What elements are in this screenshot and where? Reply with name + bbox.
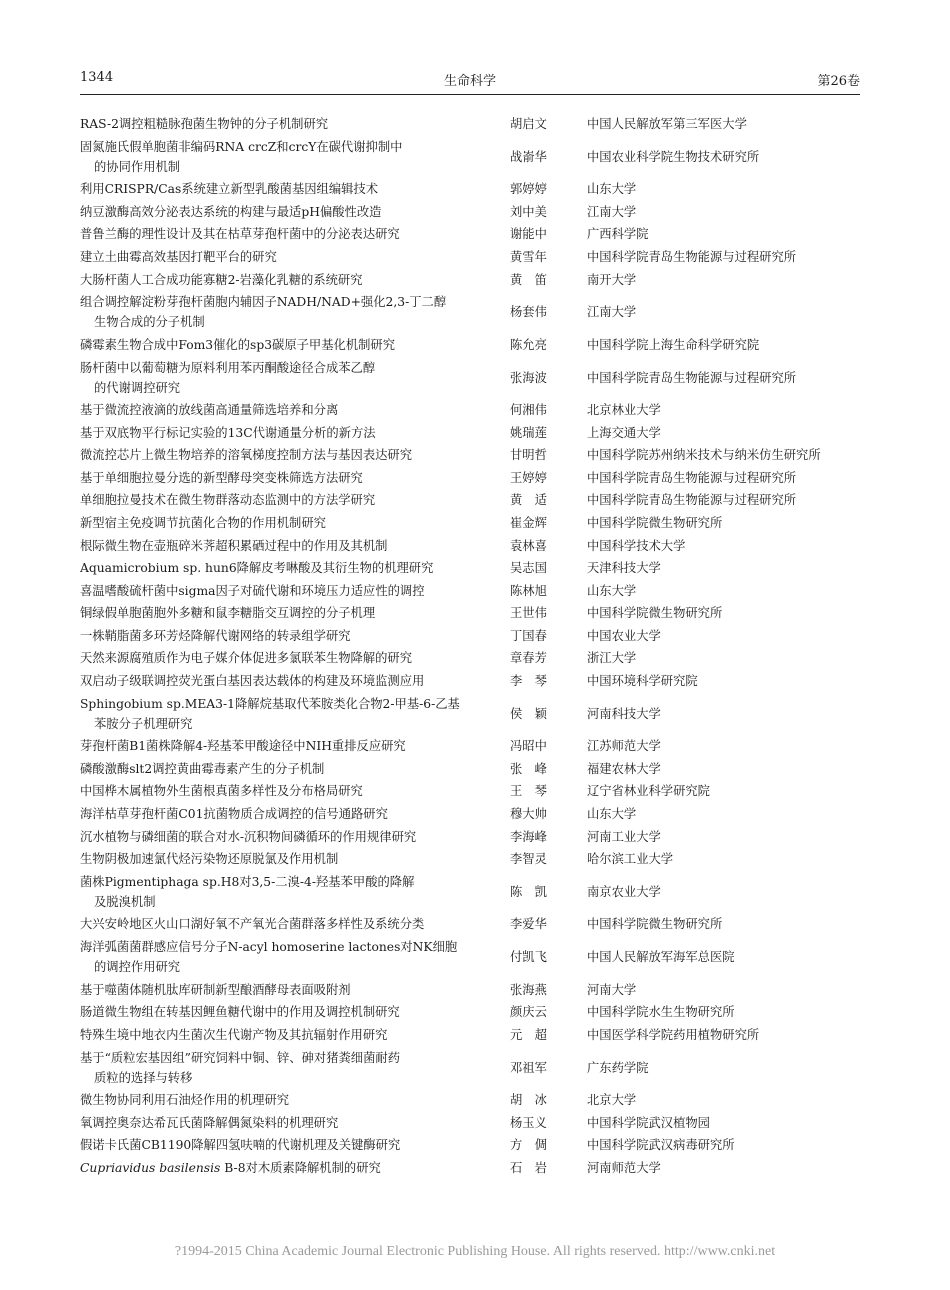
institution: 中国农业大学 — [587, 628, 661, 643]
institution: 天津科技大学 — [587, 561, 661, 576]
institution: 中国科学院上海生命科学研究院 — [587, 337, 760, 352]
project-title — [80, 937, 510, 977]
project-title-line: 喜温嗜酸硫杆菌中sigma因子对硫代谢和环境压力适应性的调控 — [80, 583, 425, 598]
table-row — [80, 1134, 870, 1157]
copyright-footer: ?1994-2015 China Academic Journal Electronic Publishing House. All rights reserved. http://www.cnki.net — [174, 1244, 776, 1259]
researcher-name: 张海燕 — [510, 982, 547, 997]
researcher-name: 元 超 — [510, 1027, 547, 1042]
project-title-line: 假诺卡氏菌CB1190降解四氢呋喃的代谢机理及关键酶研究 — [80, 1138, 401, 1153]
table-row — [80, 758, 870, 781]
table-row — [80, 936, 870, 979]
institution: 中国科学院青岛生物能源与过程研究所 — [587, 370, 797, 385]
table-row — [80, 557, 870, 580]
institution: 北京林业大学 — [587, 402, 661, 417]
project-title-line: 磷酸激酶slt2调控黄曲霉毒素产生的分子机制 — [80, 761, 325, 776]
table-row — [80, 422, 870, 445]
table-row — [80, 489, 870, 512]
project-title — [80, 647, 510, 670]
project-title-line: 海洋枯草芽孢杆菌C01抗菌物质合成调控的信号通路研究 — [80, 807, 388, 822]
project-title — [80, 848, 510, 871]
project-title — [80, 580, 510, 603]
project-title-line: 固氮施氏假单胞菌非编码RNA crcZ和crcY在碳代谢抑制中 — [80, 139, 403, 154]
project-title — [80, 625, 510, 648]
researcher-name: 王世伟 — [510, 606, 547, 621]
table-row — [80, 356, 870, 399]
institution: 江苏师范大学 — [587, 739, 661, 754]
project-title — [80, 602, 510, 625]
researcher-name: 黄雪年 — [510, 249, 547, 264]
table-row — [80, 826, 870, 849]
institution: 山东大学 — [587, 182, 637, 197]
project-title-line: 磷霉素生物合成中Fom3催化的sp3碳原子甲基化机制研究 — [80, 337, 395, 352]
table-row — [80, 334, 870, 357]
project-title-line: 的代谢调控研究 — [94, 380, 181, 395]
project-title — [80, 1048, 510, 1088]
institution: 中国人民解放军海军总医院 — [587, 950, 735, 965]
table-row — [80, 178, 870, 201]
table-row — [80, 1112, 870, 1135]
researcher-name: 颜庆云 — [510, 1005, 547, 1020]
project-title — [80, 872, 510, 912]
project-title-line: 大兴安岭地区火山口湖好氧不产氧光合菌群落多样性及系统分类 — [80, 917, 425, 932]
researcher-name: 战嵛华 — [510, 149, 547, 164]
project-title-line: 中国桦木属植物外生菌根真菌多样性及分布格局研究 — [80, 784, 363, 799]
researcher-name: 陈 凯 — [510, 885, 547, 900]
project-title — [80, 1001, 510, 1024]
table-row — [80, 979, 870, 1002]
researcher-name: 李智灵 — [510, 852, 547, 867]
project-title-line: 及脱溴机制 — [94, 895, 156, 910]
project-title-line: 菌株Pigmentiphaga sp.H8对3,5-二溴-4-羟基苯甲酸的降解 — [80, 875, 415, 890]
project-title-line: 纳豆激酶高效分泌表达系统的构建与最适pH偏酸性改造 — [80, 204, 382, 219]
table-row — [80, 803, 870, 826]
header-rule — [80, 94, 860, 95]
researcher-name: 陈允亮 — [510, 337, 547, 352]
institution: 福建农林大学 — [587, 761, 661, 776]
researcher-name: 胡启文 — [510, 117, 547, 131]
table-row — [80, 693, 870, 736]
table-row — [80, 399, 870, 422]
institution: 辽宁省林业科学研究院 — [587, 784, 710, 799]
table-row — [80, 1157, 870, 1180]
researcher-name: 胡 冰 — [510, 1092, 547, 1107]
project-title-line: 基于“质粒宏基因组”研究饲料中铜、锌、砷对猪粪细菌耐药 — [80, 1050, 400, 1065]
institution: 中国科学技术大学 — [587, 538, 686, 553]
researcher-name: 袁林喜 — [510, 538, 547, 553]
institution: 广西科学院 — [587, 227, 649, 242]
table-row — [80, 223, 870, 246]
project-title — [80, 1024, 510, 1047]
researcher-name: 甘明哲 — [510, 448, 547, 463]
table-row — [80, 535, 870, 558]
project-title — [80, 358, 510, 398]
project-title — [80, 694, 510, 734]
researcher-name: 王 琴 — [510, 784, 547, 799]
project-title-line: 芽孢杆菌B1菌株降解4-羟基苯甲酸途径中NIH重排反应研究 — [80, 739, 406, 754]
project-title-line: 基于双底物平行标记实验的13C代谢通量分析的新方法 — [80, 425, 376, 440]
project-title-line: 双启动子级联调控荧光蛋白基因表达载体的构建及环境监测应用 — [80, 674, 425, 689]
project-title-line: 肠道微生物组在转基因鲤鱼糖代谢中的作用及调控机制研究 — [80, 1005, 400, 1020]
institution: 河南工业大学 — [587, 829, 661, 844]
institution: 中国科学院苏州纳米技术与纳米仿生研究所 — [587, 448, 821, 463]
project-title-line: RAS-2调控粗糙脉孢菌生物钟的分子机制研究 — [80, 117, 329, 131]
project-title-line: 微流控芯片上微生物培养的溶氧梯度控制方法与基因表达研究 — [80, 448, 413, 463]
project-title-line: 根际微生物在壶瓶碎米荠超积累硒过程中的作用及其机制 — [80, 538, 388, 553]
project-title-line: 建立土曲霉高效基因打靶平台的研究 — [80, 249, 277, 264]
institution: 中国人民解放军第三军医大学 — [587, 117, 747, 131]
project-title — [80, 292, 510, 332]
table-row — [80, 1089, 870, 1112]
researcher-name: 杨玉义 — [510, 1115, 547, 1130]
table-row — [80, 1046, 870, 1089]
project-title — [80, 399, 510, 422]
project-title — [80, 113, 510, 136]
researcher-name: 章春芳 — [510, 651, 547, 666]
institution: 南京农业大学 — [587, 885, 661, 900]
institution: 山东大学 — [587, 807, 637, 822]
researcher-name: 刘中美 — [510, 204, 547, 219]
table-row — [80, 269, 870, 292]
project-title-line: 单细胞拉曼技术在微生物群落动态监测中的方法学研究 — [80, 493, 376, 508]
project-title — [80, 1157, 510, 1180]
table-row — [80, 780, 870, 803]
project-title — [80, 137, 510, 177]
project-title — [80, 334, 510, 357]
researcher-name: 侯 颖 — [510, 706, 547, 721]
project-title — [80, 735, 510, 758]
project-title — [80, 1112, 510, 1135]
project-title-line: 新型宿主免疫调节抗菌化合物的作用机制研究 — [80, 515, 326, 530]
researcher-name: 郭婷婷 — [510, 182, 547, 197]
project-title — [80, 201, 510, 224]
researcher-name: 丁国春 — [510, 628, 547, 643]
table-row — [80, 1024, 870, 1047]
researcher-name: 冯昭中 — [510, 739, 547, 754]
table-row — [80, 871, 870, 914]
project-title — [80, 422, 510, 445]
project-title-line: 基于单细胞拉曼分选的新型酵母突变株筛选方法研究 — [80, 470, 363, 485]
project-title-line: 海洋弧菌菌群感应信号分子N-acyl homoserine lactones对NK细胞 — [80, 940, 458, 955]
institution: 中国医学科学院药用植物研究所 — [587, 1027, 760, 1042]
institution: 中国科学院武汉病毒研究所 — [587, 1138, 735, 1153]
project-list — [80, 113, 870, 1179]
table-row — [80, 136, 870, 179]
project-title-line: 的协同作用机制 — [94, 159, 181, 174]
project-title — [80, 758, 510, 781]
institution: 中国农业科学院生物技术研究所 — [587, 149, 760, 164]
table-row — [80, 444, 870, 467]
project-title — [80, 670, 510, 693]
researcher-name: 崔金辉 — [510, 515, 547, 530]
project-title — [80, 223, 510, 246]
table-row — [80, 735, 870, 758]
project-title-line: 肠杆菌中以葡萄糖为原料利用苯丙酮酸途径合成苯乙醇 — [80, 360, 376, 375]
table-row — [80, 625, 870, 648]
institution: 中国科学院青岛生物能源与过程研究所 — [587, 470, 797, 485]
researcher-name: 付凯飞 — [510, 950, 547, 965]
table-row — [80, 913, 870, 936]
researcher-name: 陈林旭 — [510, 583, 547, 598]
project-title — [80, 269, 510, 292]
table-row — [80, 246, 870, 269]
project-title — [80, 1134, 510, 1157]
project-title-line: 的调控作用研究 — [94, 960, 181, 975]
table-row — [80, 201, 870, 224]
institution: 哈尔滨工业大学 — [587, 852, 674, 867]
institution: 上海交通大学 — [587, 425, 661, 440]
researcher-name: 李爱华 — [510, 917, 547, 932]
project-title — [80, 444, 510, 467]
researcher-name: 王婷婷 — [510, 470, 547, 485]
table-row — [80, 113, 870, 136]
researcher-name: 黄 适 — [510, 493, 547, 508]
project-title-line: 氧调控奥奈达希瓦氏菌降解偶氮染料的机理研究 — [80, 1115, 339, 1130]
institution: 中国科学院微生物研究所 — [587, 606, 723, 621]
project-title-line: 大肠杆菌人工合成功能寡糖2-岩藻化乳糖的系统研究 — [80, 272, 363, 287]
researcher-name: 李海峰 — [510, 829, 547, 844]
researcher-name: 黄 笛 — [510, 272, 547, 287]
table-row — [80, 512, 870, 535]
project-title-line: 组合调控解淀粉芽孢杆菌胞内辅因子NADH/NAD+强化2,3-丁二醇 — [80, 295, 447, 310]
researcher-name: 邓祖军 — [510, 1060, 547, 1075]
institution: 河南师范大学 — [587, 1160, 661, 1175]
researcher-name: 张海波 — [510, 370, 547, 385]
page-number: 1344 — [80, 70, 114, 85]
project-title-line: 铜绿假单胞菌胞外多糖和鼠李糖脂交互调控的分子机理 — [80, 606, 376, 621]
project-title-line: 质粒的选择与转移 — [94, 1070, 193, 1085]
institution: 中国科学院武汉植物园 — [587, 1115, 710, 1130]
institution: 中国科学院青岛生物能源与过程研究所 — [587, 493, 797, 508]
institution: 中国科学院水生生物研究所 — [587, 1005, 735, 1020]
institution: 江南大学 — [587, 204, 637, 219]
researcher-name: 谢能中 — [510, 227, 547, 242]
project-title-line: Cupriavidus basilensis B-8对木质素降解机制的研究 — [80, 1160, 381, 1175]
project-title — [80, 1089, 510, 1112]
institution: 中国科学院微生物研究所 — [587, 917, 723, 932]
table-row — [80, 580, 870, 603]
project-title — [80, 979, 510, 1002]
project-title-line: 利用CRISPR/Cas系统建立新型乳酸菌基因组编辑技术 — [80, 182, 379, 197]
project-title — [80, 557, 510, 580]
project-title-line: 基于噬菌体随机肽库研制新型酿酒酵母表面吸附剂 — [80, 982, 351, 997]
researcher-name: 石 岩 — [510, 1160, 547, 1175]
table-row — [80, 291, 870, 334]
project-title — [80, 246, 510, 269]
institution: 浙江大学 — [587, 651, 637, 666]
table-row — [80, 467, 870, 490]
institution: 河南科技大学 — [587, 706, 661, 721]
project-title-line: 生物合成的分子机制 — [94, 315, 205, 330]
running-header — [80, 70, 860, 92]
project-title-line: Sphingobium sp.MEA3-1降解烷基取代苯胺类化合物2-甲基-6-乙基 — [80, 696, 460, 711]
project-title-line: 普鲁兰酶的理性设计及其在枯草芽孢杆菌中的分泌表达研究 — [80, 227, 400, 242]
researcher-name: 李 琴 — [510, 674, 547, 689]
institution: 北京大学 — [587, 1092, 637, 1107]
project-title — [80, 535, 510, 558]
institution: 南开大学 — [587, 272, 637, 287]
researcher-name: 何湘伟 — [510, 402, 547, 417]
table-row — [80, 647, 870, 670]
table-row — [80, 848, 870, 871]
researcher-name: 吴志国 — [510, 561, 547, 576]
institution: 江南大学 — [587, 305, 637, 320]
project-title-line: 生物阴极加速氯代烃污染物还原脱氯及作用机制 — [80, 852, 339, 867]
institution: 广东药学院 — [587, 1060, 649, 1075]
project-title — [80, 512, 510, 535]
project-title — [80, 489, 510, 512]
researcher-name: 姚瑞莲 — [510, 425, 547, 440]
researcher-name: 穆大帅 — [510, 807, 547, 822]
project-title — [80, 803, 510, 826]
project-title — [80, 780, 510, 803]
project-title — [80, 467, 510, 490]
institution: 中国环境科学研究院 — [587, 674, 698, 689]
project-title-line: 特殊生境中地衣内生菌次生代谢产物及其抗辐射作用研究 — [80, 1027, 388, 1042]
project-title-line: 基于微流控液滴的放线菌高通量筛选培养和分离 — [80, 402, 339, 417]
project-title-line: 沉水植物与磷细菌的联合对水-沉积物间磷循环的作用规律研究 — [80, 829, 417, 844]
project-title-line: 苯胺分子机理研究 — [94, 716, 193, 731]
researcher-name: 杨套伟 — [510, 305, 547, 320]
journal-name: 生命科学 — [443, 74, 496, 89]
project-title-line: 天然来源腐殖质作为电子媒介体促进多氯联苯生物降解的研究 — [80, 651, 413, 666]
project-title-line: Aquamicrobium sp. hun6降解皮考啉酸及其衍生物的机理研究 — [80, 561, 434, 576]
project-title-line: 一株鞘脂菌多环芳烃降解代谢网络的转录组学研究 — [80, 628, 351, 643]
project-title — [80, 178, 510, 201]
table-row — [80, 602, 870, 625]
project-title — [80, 913, 510, 936]
institution: 山东大学 — [587, 583, 637, 598]
volume-label: 第26卷 — [817, 74, 860, 89]
project-title — [80, 826, 510, 849]
institution: 中国科学院微生物研究所 — [587, 515, 723, 530]
project-title-line: 微生物协同利用石油烃作用的机理研究 — [80, 1092, 290, 1107]
table-row — [80, 1001, 870, 1024]
institution: 河南大学 — [587, 982, 637, 997]
table-row — [80, 670, 870, 693]
institution: 中国科学院青岛生物能源与过程研究所 — [587, 249, 797, 264]
researcher-name: 方 倜 — [510, 1138, 547, 1153]
researcher-name: 张 峰 — [510, 761, 547, 776]
